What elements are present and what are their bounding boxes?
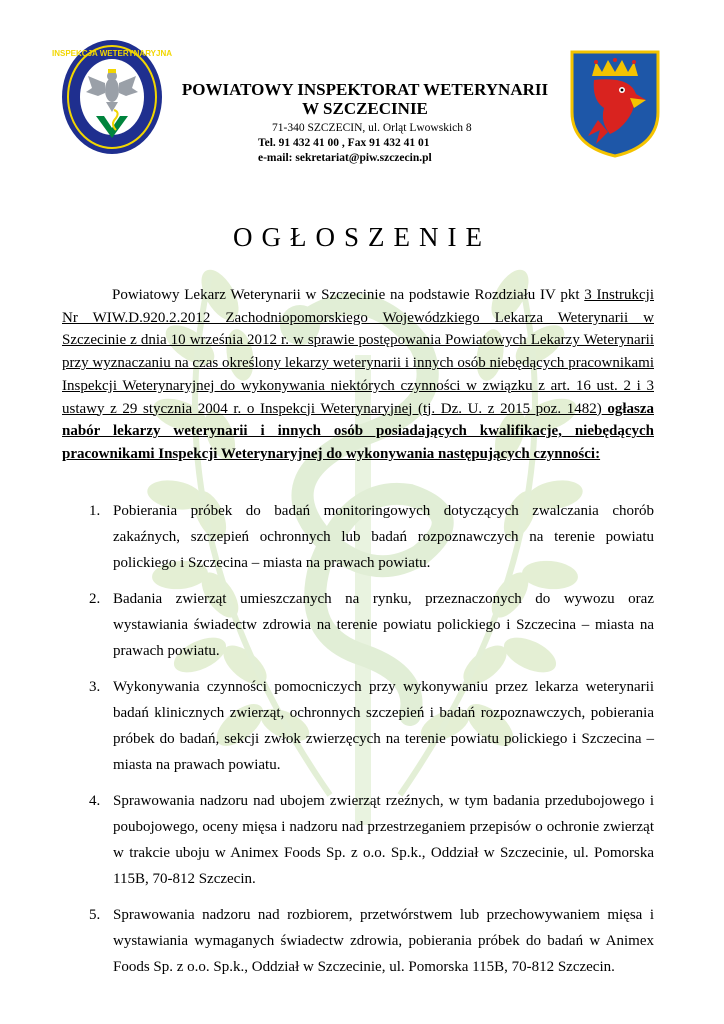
intro-legal-basis: 3 Instrukcji Nr WIW.D.920.2.2012 Zachodniopomorskiego Wojewódzkiego Lekarza Weterynarii w Szczecinie z dnia 10 września 2012 r. w sprawie postępowania Powiatowych Lekarzy Weterynarii przy wyznaczaniu na czas określony lekarzy weterynarii i innych osób niebędących pracownikami Inspekcji Weterynaryjnej do wykonywania niektórych czynności w związku z art. 16 ust. 2 i 3 ustawy z 29 stycznia 2004 r. o Inspekcji Weterynaryjnej (tj. Dz. U. z 2015 poz. 1482) [62, 287, 654, 417]
list-item-text: Sprawowania nadzoru nad ubojem zwierząt rzeźnych, w tym badania przedubojowego i poubojowego, oceny mięsa i nadzoru nad przestrzeganiem przepisów o ochronie zwierząt w trakcie uboju w Animex Foods Sp. z o.o. Sp.k., Oddział w Szczecinie, ul. Pomorska 115B, 70-812 Szczecin. [113, 793, 654, 887]
list-item-number: 4. [89, 793, 101, 809]
institution-name: POWIATOWY INSPEKTORAT WETERYNARII [181, 80, 549, 99]
contact-info [258, 121, 472, 166]
institution-header [160, 80, 570, 119]
document-title: OGŁOSZENIE [233, 222, 491, 252]
institution-city: W SZCZECINIE [302, 99, 428, 118]
list-item-number: 3. [89, 679, 101, 695]
inspekcja-weterynaryjna-logo [51, 38, 173, 156]
list-item-number: 1. [89, 503, 101, 519]
intro-paragraph [62, 284, 654, 466]
szczecin-coat-of-arms [570, 50, 660, 158]
list-item-text: Badania zwierząt umieszczanych na rynku, przeznaczonych do wywozu oraz wystawiania świadectw zdrowia na terenie powiatu polickiego i Szczecina – miasta na prawach powiatu. [113, 591, 654, 659]
intro-announcement: ogłasza nabór lekarzy weterynarii i innych osób posiadających kwalifikacje, niebędących pracownikami Inspekcji Weterynaryjnej do wykonywania następujących czynności: [62, 400, 654, 462]
list-item [62, 586, 654, 664]
list-item [62, 674, 654, 778]
list-item [62, 498, 654, 576]
email: e-mail: sekretariat@piw.szczecin.pl [258, 152, 432, 164]
list-item-text: Pobierania próbek do badań monitoringowych dotyczących zwalczania chorób zakaźnych, szczepień ochronnych lub badań rozpoznawczych na terenie powiatu polickiego i Szczecina – miasta na prawach powiatu. [113, 503, 654, 571]
list-item-text: Wykonywania czynności pomocniczych przy wykonywaniu przez lekarza weterynarii badań klinicznych zwierząt, ochronnych szczepień i badań rozpoznawczych, pobierania próbek do badań, sekcji zwłok zwierzęcych na terenie powiatu polickiego i Szczecina – miasta na prawach powiatu. [113, 679, 654, 773]
list-item [62, 902, 654, 980]
address: 71-340 SZCZECIN, ul. Orląt Lwowskich 8 [272, 122, 472, 134]
svg-text:INSPEKCJA WETERYNARYJNA: INSPEKCJA WETERYNARYJNA [51, 49, 173, 58]
list-item-number: 5. [89, 907, 101, 923]
list-item [62, 788, 654, 892]
intro-text: Powiatowy Lekarz Weterynarii w Szczecinie na podstawie Rozdziału IV pkt [112, 287, 585, 303]
activities-list [62, 498, 654, 980]
phone-fax: Tel. 91 432 41 00 , Fax 91 432 41 01 [258, 137, 430, 149]
list-item-text: Sprawowania nadzoru nad rozbiorem, przetwórstwem lub przechowywaniem mięsa i wystawiania wymaganych świadectw zdrowia, pobierania próbek do badań w Animex Foods Sp. z o.o. Sp.k., Oddział w Szczecinie, ul. Pomorska 115B, 70-812 Szczecin. [113, 907, 654, 975]
list-item-number: 2. [89, 591, 101, 607]
